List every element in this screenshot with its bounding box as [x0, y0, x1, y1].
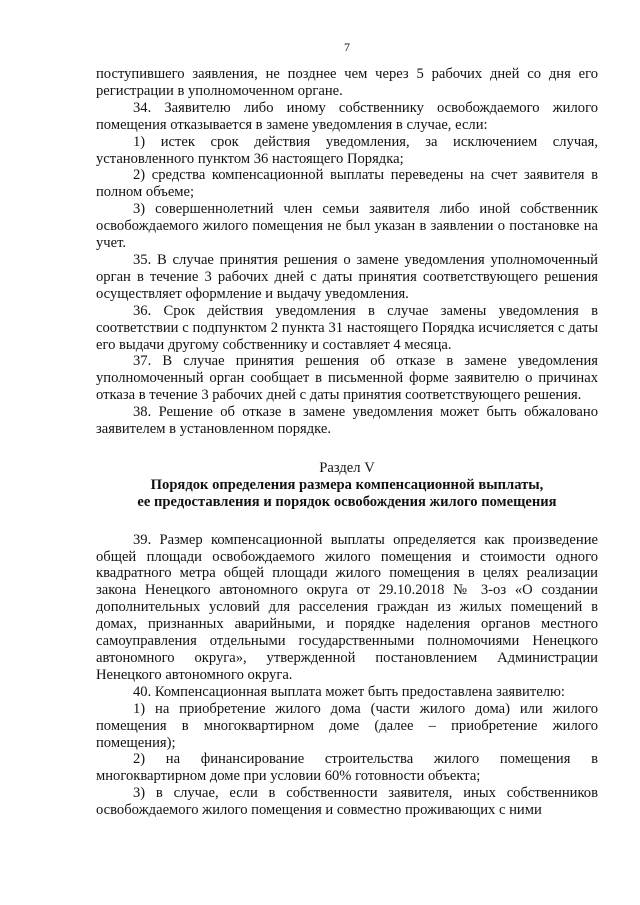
paragraph-37: 37. В случае принятия решения об отказе в замене уведомления уполномоченный орган сообщает в письменной форме заявителю о причинах отказа в течение 3 рабочих дней с даты принятия соответствующего решения.: [96, 353, 598, 404]
section-title-line-2: ее предоставления и порядок освобождения жилого помещения: [137, 493, 557, 510]
paragraph-38: 38. Решение об отказе в замене уведомления может быть обжаловано заявителем в установленном порядке.: [96, 404, 598, 438]
section-label: Раздел V: [319, 459, 375, 476]
paragraph-40-item-1: 1) на приобретение жилого дома (части жилого дома) или жилого помещения в многоквартирном доме (далее – приобретение жилого помещения);: [96, 700, 598, 751]
paragraph-34-item-1: 1) истек срок действия уведомления, за исключением случая, установленного пунктом 36 настоящего Порядка;: [96, 133, 598, 167]
paragraphs-after: [96, 532, 598, 819]
paragraph-40-item-2: 2) на финансирование строительства жилого помещения в многоквартирном доме при условии 60% готовности объекта;: [96, 751, 598, 785]
paragraph-36: 36. Срок действия уведомления в случае замены уведомления в соответствии с подпунктом 2 пункта 31 настоящего Порядка исчисляется с даты его выдачи другому собственнику и составляет 4 месяца.: [96, 302, 598, 353]
paragraph-34-item-2: 2) средства компенсационной выплаты переведены на счет заявителя в полном объеме;: [96, 167, 598, 201]
paragraph-40-item-3: 3) в случае, если в собственности заявителя, иных собственников освобождаемого жилого помещения и совместно проживающих с ними: [96, 785, 598, 819]
section-title-line-1: Порядок определения размера компенсационной выплаты,: [150, 476, 544, 493]
paragraph-continuation: поступившего заявления, не позднее чем через 5 рабочих дней со дня его регистрации в уполномоченном органе.: [96, 66, 598, 99]
paragraph-34-item-3: 3) совершеннолетний член семьи заявителя либо иной собственник освобождаемого жилого помещения не был указан в заявлении о постановке на учет.: [96, 201, 598, 252]
heading-spacer: [96, 511, 598, 532]
paragraph-40: 40. Компенсационная выплата может быть предоставлена заявителю:: [133, 683, 565, 700]
paragraph-35: 35. В случае принятия решения о замене уведомления уполномоченный орган в течение 3 рабочих дней с даты принятия соответствующего решения осуществляет оформление и выдачу уведомления.: [96, 251, 598, 302]
paragraph-39: 39. Размер компенсационной выплаты определяется как произведение общей площади освобождаемого жилого помещения и стоимости одного квадратного метра общей площади жилого помещения в целях реализации закона Ненецкого автономного округа от 29.10.2018 № 3-оз «О создании дополнительных условий для расселения граждан из жилых помещений в домах, признанных аварийными, и порядке наделения органов местного самоуправления отдельными государственными полномочиями Ненецкого автономного округа», утвержденной постановлением Администрации Ненецкого автономного округа.: [96, 531, 598, 683]
document-page: [96, 40, 598, 819]
paragraph-34: 34. Заявителю либо иному собственнику освобождаемого жилого помещения отказывается в замене уведомления в случае, если:: [96, 99, 598, 133]
section-spacer: [96, 438, 598, 460]
paragraphs-before: [96, 66, 598, 438]
section-header: [96, 460, 598, 511]
page-number: 7: [344, 40, 350, 54]
